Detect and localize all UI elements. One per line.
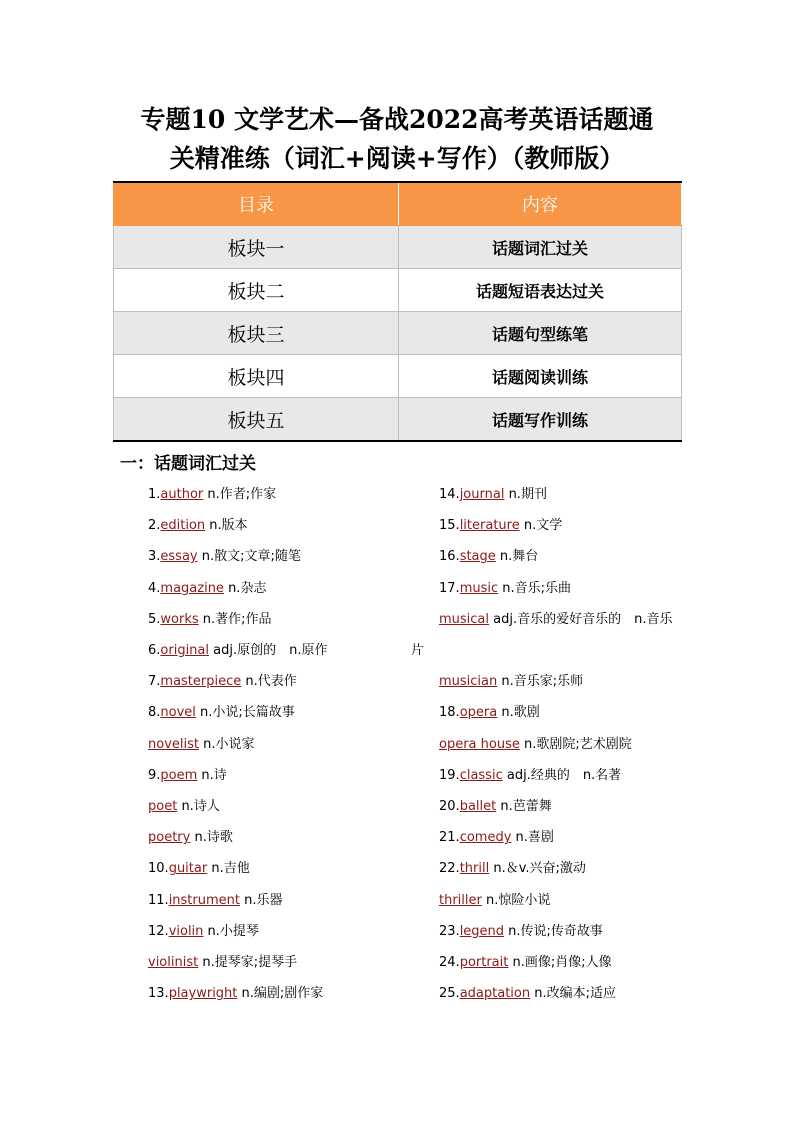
block-content: 话题写作训练 [399, 398, 682, 442]
vocab-word: essay [160, 549, 198, 565]
vocab-entry [439, 548, 538, 566]
vocab-word: original [160, 643, 209, 658]
vocab-meaning: n.吉他 [207, 861, 250, 877]
vocab-word: portrait [459, 955, 509, 970]
vocab-word: stage [459, 549, 496, 565]
vocab-word: edition [160, 518, 206, 534]
vocab-meaning: n.文学 [519, 518, 563, 534]
block-label: 板块三 [114, 312, 399, 355]
vocab-word: author [160, 487, 204, 502]
vocab-word: works [160, 611, 199, 627]
vocab-word: instrument [168, 892, 240, 908]
vocab-word: violin [168, 923, 204, 939]
vocab-entry [439, 673, 583, 691]
vocab-meaning: 片 [411, 643, 425, 658]
vocab-meaning: n.芭蕾舞 [496, 799, 552, 814]
vocab-word: musician [439, 674, 498, 690]
vocab-word: masterpiece [160, 674, 242, 690]
entry-number: 6. [148, 643, 161, 658]
vocab-meaning: n.小提琴 [203, 923, 259, 939]
entry-number: 12. [148, 923, 169, 939]
entry-number: 14. [439, 487, 460, 502]
vocab-word: music [459, 580, 499, 596]
table-row [114, 355, 682, 398]
block-label: 板块一 [114, 226, 399, 269]
vocab-entry [439, 954, 612, 972]
entry-number: 7. [148, 674, 161, 690]
vocab-word: violinist [148, 955, 199, 970]
vocab-word: opera [459, 705, 498, 721]
entry-number: 10. [148, 861, 169, 877]
vocab-meaning: n.诗人 [177, 799, 220, 814]
entry-number: 21. [439, 830, 460, 846]
vocab-meaning: n.小说家 [198, 736, 255, 752]
section-title: 一：话题词汇过关 [120, 454, 256, 474]
vocab-word: ballet [459, 799, 497, 814]
vocab-meaning: n.版本 [205, 518, 248, 534]
vocab-entry [148, 736, 255, 754]
vocab-meaning: n.乐器 [240, 892, 283, 908]
entry-number: 18. [439, 705, 460, 721]
vocab-word: legend [459, 923, 505, 939]
vocab-entry [439, 486, 547, 504]
vocab-meaning: n.作者;作家 [203, 487, 277, 502]
vocab-entry [148, 486, 276, 504]
entry-number: 17. [439, 580, 460, 596]
entry-number: 11. [148, 892, 169, 908]
vocab-meaning: n.歌剧院;艺术剧院 [519, 736, 632, 752]
vocab-entry [148, 860, 250, 878]
vocab-entry [439, 704, 540, 722]
entry-number: 3. [148, 549, 161, 565]
vocab-word: poem [160, 767, 198, 783]
vocab-entry [439, 892, 550, 910]
vocab-meaning: n.散文;文章;随笔 [197, 549, 301, 565]
vocab-meaning: n.惊险小说 [481, 892, 551, 908]
vocab-word: journal [459, 487, 505, 502]
vocab-word: opera house [439, 736, 520, 752]
table-row [114, 226, 682, 269]
vocab-meaning: adj.原创的 n.原作 [209, 643, 328, 658]
entry-number: 8. [148, 705, 161, 721]
vocab-meaning: n.音乐家;乐师 [497, 674, 584, 690]
entry-number: 5. [148, 611, 161, 627]
entry-number: 16. [439, 549, 460, 565]
vocab-meaning: n.期刊 [504, 487, 547, 502]
title-line-1: 专题10 文学艺术—备战2022高考英语话题通 [140, 105, 654, 134]
vocab-entry [148, 611, 272, 629]
entry-number: 20. [439, 799, 460, 814]
block-label: 板块二 [114, 269, 399, 312]
vocab-entry [439, 923, 603, 941]
vocab-word: comedy [459, 830, 512, 846]
vocab-meaning: n.改编本;适应 [530, 986, 616, 1002]
vocab-meaning: n.代表作 [241, 674, 297, 690]
vocab-meaning: n.＆v.兴奋;激动 [489, 861, 586, 877]
vocab-entry [439, 517, 562, 535]
vocab-meaning: n.舞台 [495, 549, 539, 565]
vocab-entry [148, 767, 227, 785]
entry-number: 4. [148, 580, 161, 596]
entry-number: 19. [439, 767, 460, 783]
header-catalog: 目录 [114, 182, 399, 226]
entry-number: 15. [439, 518, 460, 534]
vocab-meaning: n.提琴家;提琴手 [198, 955, 298, 970]
vocab-entry [439, 798, 552, 816]
vocab-meaning: n.喜剧 [511, 830, 554, 846]
entry-number: 25. [439, 986, 460, 1002]
vocab-entry [148, 580, 266, 598]
vocab-word: guitar [168, 861, 208, 877]
vocab-word: musical [439, 611, 490, 627]
table-row [114, 269, 682, 312]
table-header-row [114, 182, 682, 226]
table-row [114, 312, 682, 355]
vocab-meaning: n.杂志 [223, 580, 267, 596]
vocab-entry [148, 985, 323, 1003]
vocab-entry [148, 892, 283, 910]
vocab-entry [411, 642, 424, 660]
vocab-entry [439, 611, 672, 629]
vocab-word: thriller [439, 892, 482, 908]
vocab-entry [439, 985, 616, 1003]
vocab-entry [439, 829, 554, 847]
vocab-entry [148, 829, 233, 847]
block-label: 板块四 [114, 355, 399, 398]
block-content: 话题短语表达过关 [399, 269, 682, 312]
vocab-word: thrill [459, 861, 490, 877]
vocab-meaning: n.音乐;乐曲 [498, 580, 572, 596]
vocab-meaning: n.诗歌 [190, 830, 233, 846]
entry-number: 1. [148, 487, 161, 502]
vocab-entry [148, 923, 259, 941]
entry-number: 2. [148, 518, 161, 534]
vocab-meaning: n.传说;传奇故事 [504, 923, 603, 939]
vocab-meaning: n.歌剧 [497, 705, 540, 721]
vocab-meaning: n.著作;作品 [198, 611, 272, 627]
contents-table [113, 181, 682, 442]
vocab-word: poet [148, 799, 178, 814]
vocab-word: adaptation [459, 986, 531, 1002]
entry-number: 9. [148, 767, 161, 783]
entry-number: 24. [439, 955, 460, 970]
vocab-entry [439, 580, 571, 598]
vocab-meaning: adj.音乐的爱好音乐的 n.音乐 [489, 611, 673, 627]
vocab-entry [148, 642, 327, 660]
vocab-word: novelist [148, 736, 199, 752]
vocab-word: classic [459, 767, 503, 783]
vocab-word: magazine [160, 580, 224, 596]
title-line-2: 关精准练（词汇+阅读+写作）（教师版） [169, 144, 625, 173]
vocab-entry [148, 704, 295, 722]
vocab-meaning: adj.经典的 n.名著 [502, 767, 622, 783]
vocab-entry [148, 548, 301, 566]
block-content: 话题阅读训练 [399, 355, 682, 398]
vocab-meaning: n.小说;长篇故事 [195, 705, 295, 721]
vocab-word: playwright [168, 986, 238, 1002]
block-label: 板块五 [114, 398, 399, 442]
entry-number: 22. [439, 861, 460, 877]
entry-number: 23. [439, 923, 460, 939]
vocab-meaning: n.编剧;剧作家 [237, 986, 324, 1002]
vocab-entry [439, 860, 586, 878]
vocab-entry [439, 767, 621, 785]
block-content: 话题词汇过关 [399, 226, 682, 269]
table-row [114, 398, 682, 442]
header-content: 内容 [399, 182, 682, 226]
vocab-meaning: n.诗 [197, 767, 227, 783]
vocab-word: poetry [148, 830, 191, 846]
vocab-entry [148, 798, 220, 816]
vocab-meaning: n.画像;肖像;人像 [508, 955, 612, 970]
vocab-entry [439, 736, 632, 754]
block-content: 话题句型练笔 [399, 312, 682, 355]
vocab-entry [148, 954, 297, 972]
vocab-word: literature [459, 518, 520, 534]
entry-number: 13. [148, 986, 169, 1002]
vocab-word: novel [160, 705, 196, 721]
vocab-entry [148, 517, 248, 535]
vocab-entry [148, 673, 297, 691]
